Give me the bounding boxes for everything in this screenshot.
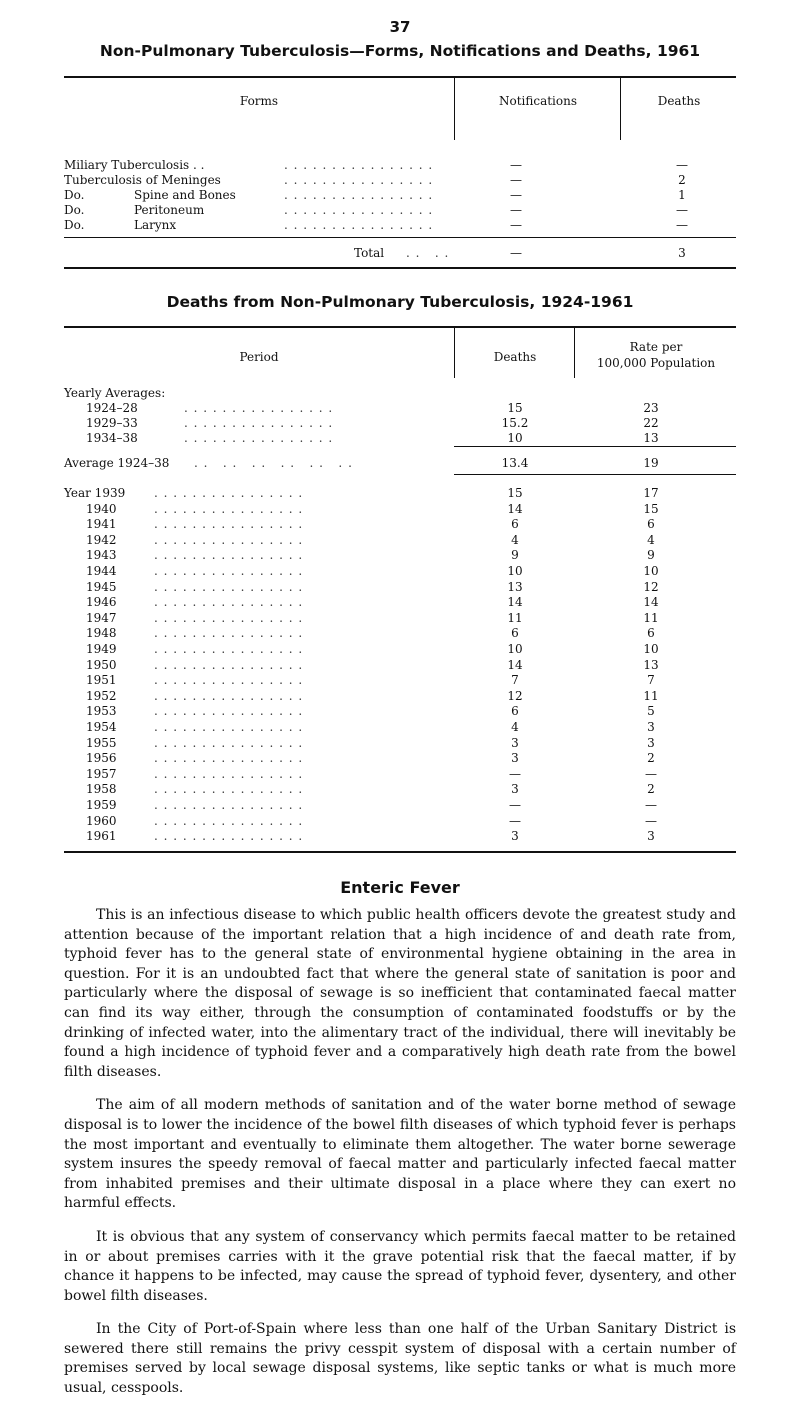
year-deaths: 10: [507, 642, 523, 656]
paragraph: The aim of all modern methods of sanitation and of the water borne method of sewage disposal is to lower the incidence of the bowel filth diseases of which typhoid fever is perhaps the most important and eventually to eliminate them altogether. The water borne sewerage system insures the speedy removal of faecal matter and particularly infected faecal matter from inhabited premises and their ultimate disposal in a place where they can exert no harmful effects.: [64, 1097, 736, 1212]
leader-dots: . . . . . . . . . . . . . . . .: [154, 782, 304, 797]
average-bottom-rule: [454, 474, 736, 475]
leader-dots: . . . . . . . . . . . .: [194, 456, 353, 470]
year-deaths: —: [509, 798, 521, 812]
leader-dots: . . . . . . . . . . . . . . . .: [154, 720, 304, 734]
year-period: 1953: [86, 704, 117, 719]
year-period: 1955: [86, 735, 117, 750]
table1-col-divider: [454, 78, 455, 140]
leader-dots: . . . . . . . . . . . . . . . .: [154, 657, 304, 672]
table2-header-period: Period: [239, 350, 279, 364]
table1-bottom-rule: [64, 267, 736, 269]
leader-dots: . . . . . . . . . . . . . . . .: [284, 158, 434, 172]
average-deaths: 13.4: [501, 456, 529, 470]
yearly-period: 1924–28: [86, 401, 138, 415]
year-rate: 11: [643, 688, 659, 703]
year-rate: 3: [647, 829, 655, 844]
year-deaths: 12: [507, 688, 523, 703]
year-deaths: 6: [511, 704, 519, 719]
leader-dots: . . . . . . . . . . . . . . . .: [184, 416, 334, 430]
table2-header-rate-line2: 100,000 Population: [596, 356, 716, 370]
table2-col-divider: [454, 328, 455, 378]
section-title: Enteric Fever: [340, 878, 460, 897]
year-rate: 10: [643, 564, 659, 578]
yearly-averages-label: Yearly Averages:: [64, 386, 166, 400]
leader-dots: . . . . . . . . . . . . . . . .: [154, 688, 304, 703]
year-period: 1948: [86, 626, 117, 641]
table1-total-label: Total: [354, 246, 385, 260]
leader-dots: . . . . . . . . . . . . . . . .: [184, 401, 334, 415]
year-rate: 2: [647, 782, 655, 797]
table1-row-label: Do.: [64, 188, 85, 202]
table1-title: Non-Pulmonary Tuberculosis—Forms, Notifications and Deaths, 1961: [99, 42, 701, 60]
year-period: 1952: [86, 688, 117, 703]
year-rate: —: [645, 766, 657, 781]
year-deaths: 11: [507, 610, 523, 625]
table1-row-deaths: —: [676, 158, 688, 172]
page-number: 37: [389, 18, 411, 36]
table2-header-deaths: Deaths: [493, 350, 537, 364]
year-rate: 17: [643, 486, 659, 500]
table1-col-divider: [620, 78, 621, 140]
table1-row-deaths: 1: [678, 188, 686, 202]
year-deaths: 15: [507, 486, 523, 500]
leader-dots: . . . . . . . . . . . . . . . .: [154, 579, 304, 594]
table1-header-deaths: Deaths: [657, 94, 701, 108]
year-period: Year 1939: [64, 486, 126, 500]
year-deaths: 13: [507, 579, 523, 594]
table2: [64, 326, 736, 856]
year-period: 1946: [86, 595, 117, 610]
year-period: 1956: [86, 751, 117, 766]
year-period: 1947: [86, 610, 117, 625]
table2-title: Deaths from Non-Pulmonary Tuberculosis, 1924-1961: [166, 293, 634, 311]
year-period: 1941: [86, 517, 117, 532]
leader-dots: . . . . . . . . . . . . . . . .: [154, 486, 304, 500]
leader-dots: . . . . . . . . . . . . . . . .: [284, 203, 434, 217]
table2-header-rate-line1: Rate per: [629, 340, 683, 354]
year-rate: —: [645, 798, 657, 812]
leader-dots: . . . . . . . . . . . . . . . .: [154, 564, 304, 578]
yearly-deaths: 10: [507, 431, 523, 445]
year-rate: 4: [647, 532, 655, 547]
year-deaths: 7: [511, 673, 519, 688]
table1-row-label: Do.: [64, 218, 85, 232]
year-period: 1949: [86, 642, 117, 656]
leader-dots: . . . . . . . . . . . . . . . .: [154, 829, 304, 844]
year-deaths: 4: [511, 720, 519, 734]
year-rate: 5: [647, 704, 655, 719]
year-period: 1961: [86, 829, 117, 844]
year-deaths: 14: [507, 501, 523, 516]
table1-row-notifications: —: [510, 158, 522, 172]
table2-bottom-rule: [64, 851, 736, 853]
yearly-rate: 23: [643, 401, 659, 415]
year-period: 1960: [86, 813, 117, 828]
leader-dots: . . . . . . . . . . . . . . . .: [154, 813, 304, 828]
year-rate: 10: [643, 642, 659, 656]
table1-row-label: Tuberculosis of Meninges: [64, 173, 221, 187]
year-rate: 6: [647, 517, 655, 532]
leader-dots: . . . . . . . . . . . . . . . .: [184, 431, 334, 445]
table1-top-rule: [64, 76, 736, 78]
year-rate: 13: [643, 657, 659, 672]
year-deaths: 6: [511, 626, 519, 641]
average-rule: [454, 446, 736, 447]
year-period: 1950: [86, 657, 117, 672]
yearly-rate: 13: [643, 431, 659, 445]
yearly-period: 1934–38: [86, 431, 138, 445]
table1-total-notifications: —: [510, 246, 522, 260]
leader-dots: . . . . . . . . . . . . . . . .: [154, 673, 304, 688]
section-body: [64, 906, 736, 1413]
table1-row-sublabel: Larynx: [134, 218, 177, 232]
table1-row-label: Miliary Tuberculosis . .: [64, 158, 205, 172]
table1-row-deaths: 2: [678, 173, 686, 187]
table1-row-label: Do.: [64, 203, 85, 217]
paragraph: In the City of Port-of-Spain where less than one half of the Urban Sanitary District is sewered there still remains the privy cesspit system of disposal with a certain number of premises served by local sewage disposal systems, like septic tanks or what is much more usual, cesspools.: [64, 1321, 736, 1397]
year-deaths: 6: [511, 517, 519, 532]
year-period: 1954: [86, 720, 117, 734]
paragraph: It is obvious that any system of conservancy which permits faecal matter to be retained in or about premises carries with it the grave potential risk that the faecal matter, if by chance it happens to be infected, may cause the spread of typhoid fever, dysentery, and other bowel filth diseases.: [64, 1228, 736, 1304]
leader-dots: . . . . . . . . . . . . . . . .: [284, 173, 434, 187]
table1-header-notifications: Notifications: [498, 94, 578, 108]
year-rate: 7: [647, 673, 655, 688]
leader-dots: . . . . . . . . . . . . . . . .: [284, 188, 434, 202]
leader-dots: . . . . . . . . . . . . . . . .: [154, 595, 304, 610]
paragraph: This is an infectious disease to which public health officers devote the greatest study and attention because of the important relation that a high incidence of and death rate from, typhoid fever has to the general state of environmental hygiene obtaining in the area in question. For it is an undoubted fact that where the general state of sanitation is poor and particularly where the disposal of sewage is so inefficient that contaminated faecal matter can find its way either, through the consumption of contaminated foodstuffs or by the drinking of infected water, into the alimentary tract of the individual, there will inevitably be found a high incidence of typhoid fever and a comparatively high death rate from the bowel filth diseases.: [64, 907, 736, 1080]
year-rate: 9: [647, 548, 655, 563]
leader-dots: . . . . . . . . . . . . . . . .: [154, 501, 304, 516]
year-rate: 12: [643, 579, 659, 594]
year-deaths: 3: [511, 782, 519, 797]
year-deaths: —: [509, 766, 521, 781]
yearly-deaths: 15.2: [501, 416, 529, 430]
year-deaths: 3: [511, 735, 519, 750]
year-deaths: 9: [511, 548, 519, 563]
leader-dots: . . . . . . . . . . . . . . . .: [154, 766, 304, 781]
year-deaths: 3: [511, 829, 519, 844]
yearly-period: 1929–33: [86, 416, 138, 430]
year-deaths: 4: [511, 532, 519, 547]
table1-total-rule: [64, 237, 736, 238]
table1-row-deaths: —: [676, 218, 688, 232]
leader-dots: . . . . . . . . . . . . . . . .: [154, 626, 304, 641]
leader-dots: . . . . . . . . . . . . . . . .: [154, 735, 304, 750]
average-period: Average 1924–38: [64, 456, 170, 470]
table1-row-notifications: —: [510, 203, 522, 217]
table1-row-notifications: —: [510, 173, 522, 187]
leader-dots: . . . . . . . . . . . . . . . .: [154, 704, 304, 719]
year-rate: —: [645, 813, 657, 828]
table2-col-divider: [574, 328, 575, 378]
yearly-rate: 22: [643, 416, 659, 430]
table1-header-forms: Forms: [239, 94, 279, 108]
year-deaths: 14: [507, 595, 523, 610]
table2-top-rule: [64, 326, 736, 328]
year-period: 1943: [86, 548, 117, 563]
yearly-deaths: 15: [507, 401, 523, 415]
year-rate: 3: [647, 735, 655, 750]
leader-dots: . . . . . . . . . . . . . . . .: [154, 532, 304, 547]
year-period: 1940: [86, 501, 117, 516]
table1-row-notifications: —: [510, 218, 522, 232]
year-rate: 15: [643, 501, 659, 516]
year-period: 1942: [86, 532, 117, 547]
leader-dots: . . . . . . . . . . . . . . . .: [284, 218, 434, 232]
year-period: 1951: [86, 673, 117, 688]
year-rate: 2: [647, 751, 655, 766]
year-period: 1958: [86, 782, 117, 797]
leader-dots: . . . . . . . . . . . . . . . .: [154, 517, 304, 532]
year-deaths: —: [509, 813, 521, 828]
year-rate: 3: [647, 720, 655, 734]
year-deaths: 10: [507, 564, 523, 578]
year-rate: 6: [647, 626, 655, 641]
year-deaths: 14: [507, 657, 523, 672]
table1-row-deaths: —: [676, 203, 688, 217]
table1-row-sublabel: Spine and Bones: [134, 188, 236, 202]
year-period: 1944: [86, 564, 117, 578]
year-rate: 11: [643, 610, 659, 625]
year-rate: 14: [643, 595, 659, 610]
table1-row-sublabel: Peritoneum: [134, 203, 205, 217]
year-period: 1945: [86, 579, 117, 594]
year-deaths: 3: [511, 751, 519, 766]
leader-dots: . . . .: [406, 246, 450, 260]
leader-dots: . . . . . . . . . . . . . . . .: [154, 751, 304, 766]
table1-total-deaths: 3: [678, 246, 686, 260]
average-rate: 19: [643, 456, 659, 470]
leader-dots: . . . . . . . . . . . . . . . .: [154, 548, 304, 563]
table1-row-notifications: —: [510, 188, 522, 202]
leader-dots: . . . . . . . . . . . . . . . .: [154, 798, 304, 812]
year-period: 1959: [86, 798, 117, 812]
leader-dots: . . . . . . . . . . . . . . . .: [154, 642, 304, 656]
leader-dots: . . . . . . . . . . . . . . . .: [154, 610, 304, 625]
year-period: 1957: [86, 766, 117, 781]
table1: [64, 76, 736, 270]
